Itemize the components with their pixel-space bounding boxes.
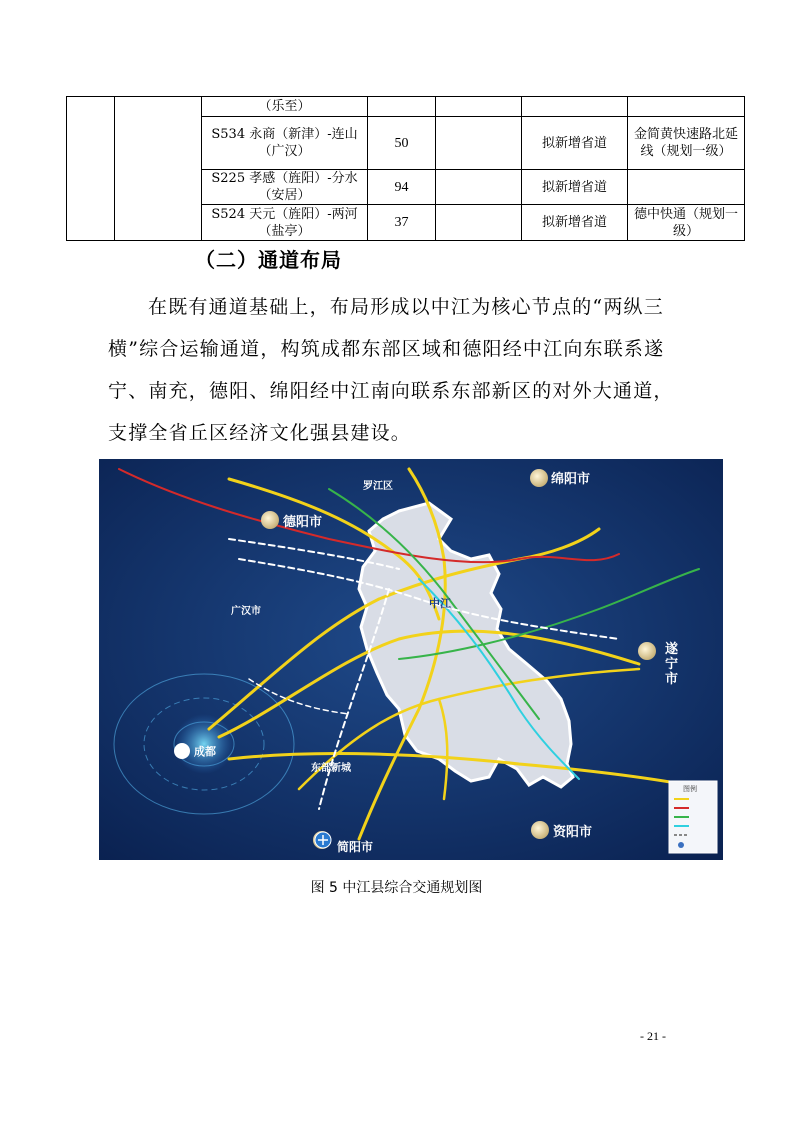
planning-table bbox=[66, 96, 745, 241]
empty-cell bbox=[436, 205, 522, 241]
empty-cell bbox=[436, 117, 522, 170]
airport-icon bbox=[315, 832, 331, 848]
type-cell: 拟新增省道 bbox=[522, 170, 628, 205]
label-mianyang: 绵阳市 bbox=[551, 472, 591, 487]
label-zhongjiang: 中江 bbox=[429, 597, 451, 610]
road-name-cell: （乐至） bbox=[202, 97, 368, 117]
road-name-cell: S524 天元（旌阳）-两河（盐亭） bbox=[202, 205, 368, 241]
type-cell bbox=[522, 97, 628, 117]
type-cell: 拟新增省道 bbox=[522, 205, 628, 241]
empty-cell bbox=[436, 170, 522, 205]
note-cell: 金简黄快速路北延线（规划一级） bbox=[628, 117, 745, 170]
table-cell-merged bbox=[67, 97, 115, 241]
length-cell: 37 bbox=[368, 205, 436, 241]
transport-plan-map bbox=[99, 459, 723, 860]
label-deyang: 德阳市 bbox=[283, 515, 323, 530]
road-name-cell: S534 永商（新津）-连山（广汉） bbox=[202, 117, 368, 170]
section-heading: （二）通道布局 bbox=[195, 248, 342, 272]
page-number: - 21 - bbox=[640, 1029, 666, 1043]
label-luojiang: 罗江区 bbox=[363, 481, 393, 492]
table-cell-merged bbox=[115, 97, 202, 241]
label-dongbu: 东部新城 bbox=[311, 763, 351, 774]
body-paragraph: 在既有通道基础上，布局形成以中江为核心节点的“两纵三横”综合运输通道，构筑成都东部区域和德阳经中江向东联系遂宁、南充，德阳、绵阳经中江南向联系东部新区的对外大通道，支撑全省丘区经济文化强县建设。 bbox=[108, 296, 674, 444]
length-cell bbox=[368, 97, 436, 117]
label-guanghan: 广汉市 bbox=[231, 606, 261, 617]
map-legend bbox=[669, 781, 717, 853]
label-chengdu: 成都 bbox=[194, 745, 216, 758]
label-ziyang: 资阳市 bbox=[553, 825, 593, 840]
length-cell: 94 bbox=[368, 170, 436, 205]
note-cell bbox=[628, 97, 745, 117]
length-cell: 50 bbox=[368, 117, 436, 170]
figure-caption: 图 5 中江县综合交通规划图 bbox=[310, 880, 483, 896]
legend-title: 图例 bbox=[683, 785, 697, 793]
note-cell bbox=[628, 170, 745, 205]
table-row bbox=[67, 97, 745, 117]
label-suining: 遂宁市 bbox=[665, 642, 679, 687]
empty-cell bbox=[436, 97, 522, 117]
label-jianyang: 简阳市 bbox=[337, 840, 374, 854]
type-cell: 拟新增省道 bbox=[522, 117, 628, 170]
road-name-cell: S225 孝感（旌阳）-分水（安居） bbox=[202, 170, 368, 205]
note-cell: 德中快通（规划一级） bbox=[628, 205, 745, 241]
